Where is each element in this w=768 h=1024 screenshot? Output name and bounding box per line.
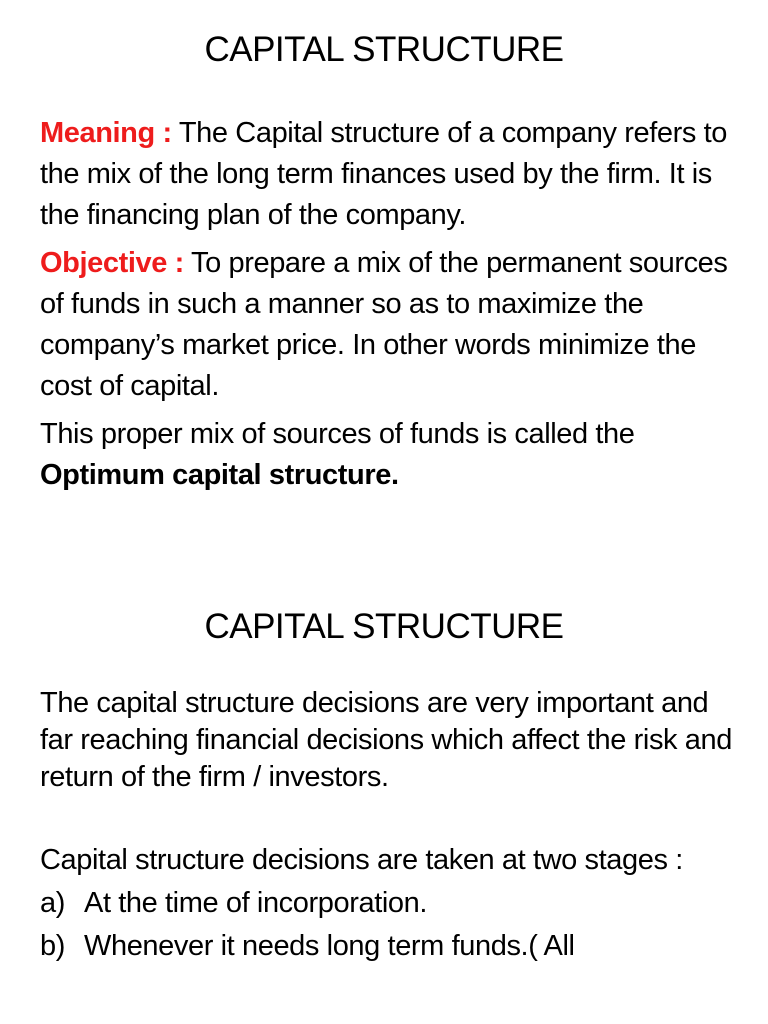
list-marker: a) bbox=[40, 887, 65, 919]
stages-paragraph: Capital structure decisions are taken at two stages : bbox=[40, 844, 683, 876]
list-item bbox=[40, 885, 740, 922]
list-marker: b) bbox=[40, 930, 65, 962]
list-item-text: At the time of incorporation. bbox=[84, 887, 428, 919]
objective-label: Objective : bbox=[40, 247, 184, 279]
optimum-paragraph bbox=[40, 414, 740, 496]
decisions-paragraph: The capital structure decisions are very important and far reaching financial decisions which affect the risk and return of the firm / investors. bbox=[40, 687, 732, 793]
slide-title: CAPITAL STRUCTURE bbox=[204, 30, 564, 69]
meaning-label: Meaning : bbox=[40, 117, 172, 149]
optimum-bold-text: Optimum capital structure. bbox=[40, 459, 399, 491]
objective-text: To prepare a mix of the permanent sources of funds in such a manner so as to maximize the company’s market price. In other words minimize the cost of capital. bbox=[40, 247, 728, 402]
slide-capital-structure-decisions bbox=[0, 580, 768, 1024]
meaning-text: The Capital structure of a company refers to the mix of the long term finances used by the firm. It is the financing plan of the company. bbox=[40, 117, 728, 231]
meaning-paragraph bbox=[40, 113, 740, 236]
slide-body bbox=[40, 685, 740, 971]
slide-title: CAPITAL STRUCTURE bbox=[204, 607, 564, 646]
objective-paragraph bbox=[40, 243, 740, 407]
list-item bbox=[40, 928, 740, 965]
optimum-text: This proper mix of sources of funds is called the bbox=[40, 418, 635, 450]
slide-body bbox=[40, 113, 740, 503]
list-item-text: Whenever it needs long term funds.( All bbox=[84, 930, 575, 962]
